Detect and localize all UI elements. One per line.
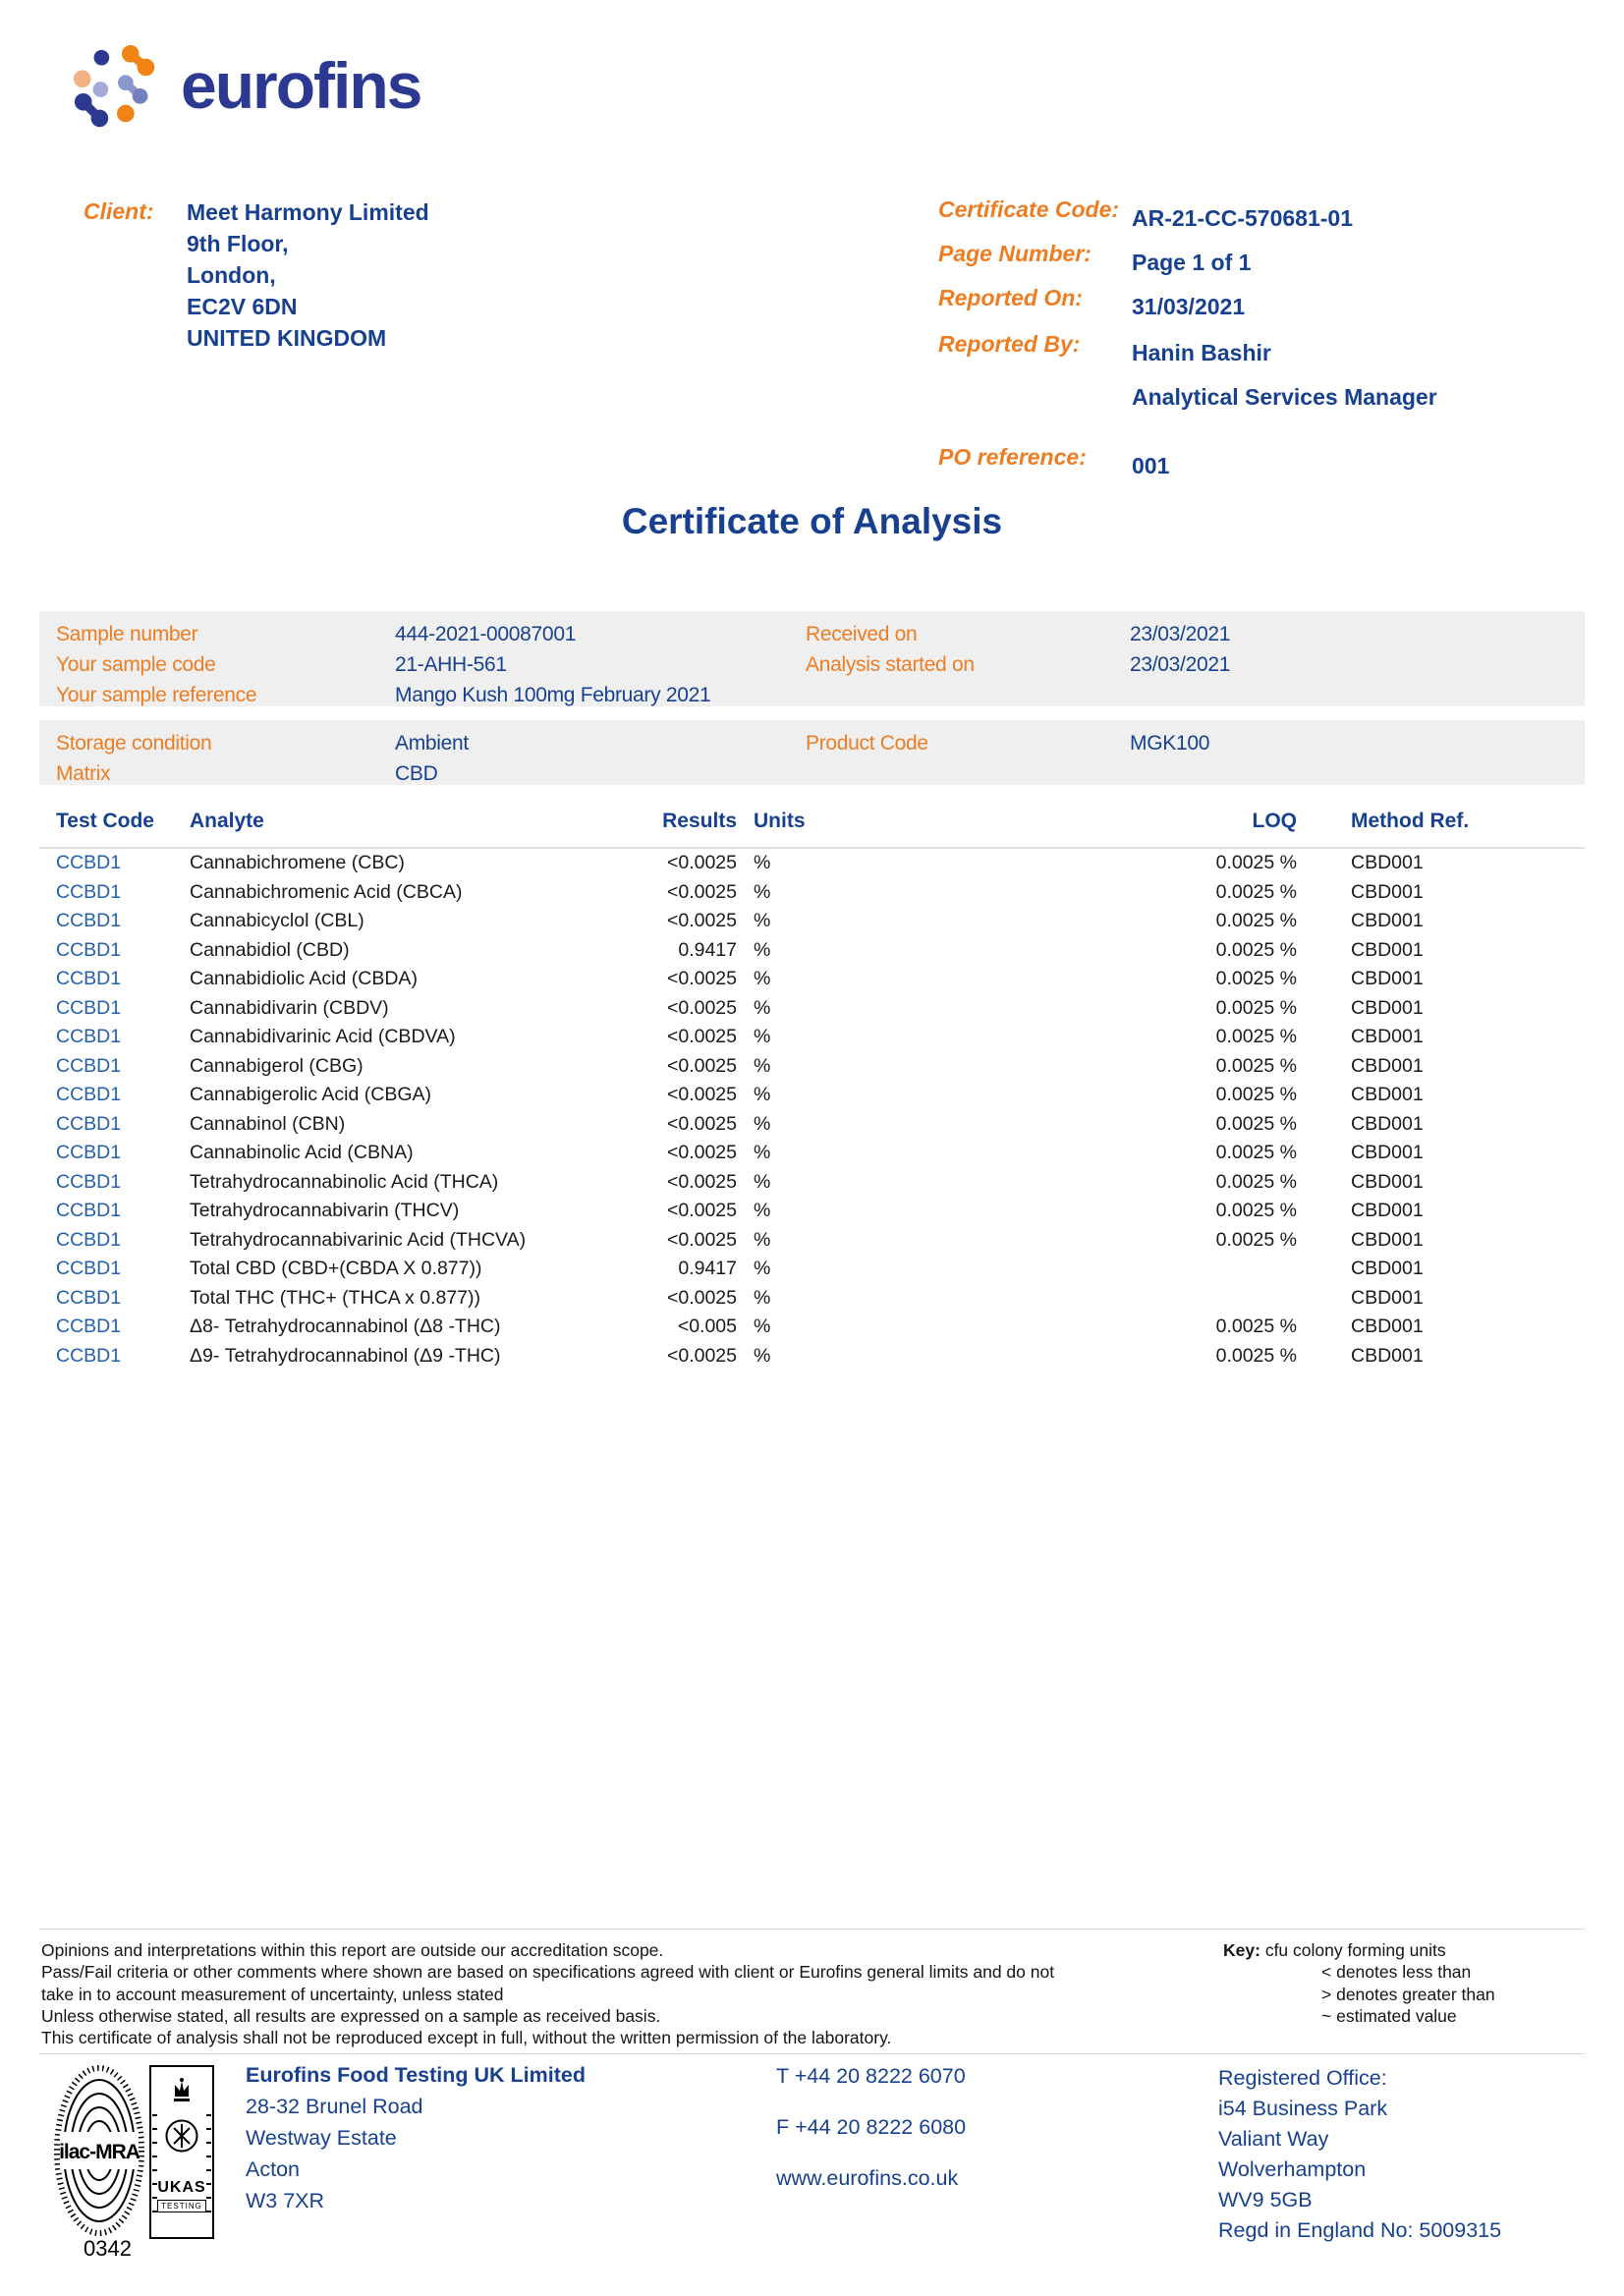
table-row	[39, 1255, 1585, 1284]
result-cell: <0.0025	[666, 1286, 737, 1309]
footer-registered-line: Wolverhampton	[1218, 2157, 1367, 2181]
method-cell: CBD001	[1351, 910, 1424, 931]
client-address-line: UNITED KINGDOM	[187, 325, 387, 351]
footer-address-line: Westway Estate	[246, 2126, 397, 2150]
analyte-cell: Cannabigerolic Acid (CBGA)	[190, 1084, 432, 1105]
units-cell: %	[754, 1084, 771, 1105]
loq-cell: 0.0025 %	[1215, 1026, 1297, 1047]
method-cell: CBD001	[1351, 968, 1424, 989]
po-reference-label: PO reference:	[938, 444, 1087, 470]
test-code-cell: CCBD1	[56, 880, 122, 903]
result-cell: <0.0025	[666, 1084, 737, 1105]
client-label: Client:	[84, 198, 154, 224]
footer-registered-line: Regd in England No: 5009315	[1218, 2218, 1502, 2242]
divider-top	[39, 1929, 1585, 1930]
sample-dates-values	[1130, 619, 1230, 680]
storage-condition-label: Storage condition	[56, 732, 212, 755]
sample-number-value: 444-2021-00087001	[395, 623, 577, 645]
reported-by-name: Hanin Bashir	[1132, 340, 1271, 365]
test-code-cell: CCBD1	[56, 1258, 122, 1279]
test-code-cell: CCBD1	[56, 852, 122, 873]
method-cell: CBD001	[1351, 938, 1424, 961]
sample-reference-label: Your sample reference	[56, 684, 257, 706]
method-cell: CBD001	[1351, 1228, 1424, 1251]
method-cell: CBD001	[1351, 1112, 1424, 1135]
analysis-started-value: 23/03/2021	[1130, 653, 1231, 676]
analysis-started-label: Analysis started on	[806, 653, 975, 676]
page-number-label: Page Number:	[938, 241, 1092, 266]
test-code-cell: CCBD1	[56, 1170, 122, 1193]
units-cell: %	[754, 852, 771, 873]
ukas-sublabel: TESTING	[157, 2200, 206, 2212]
result-cell: <0.0025	[666, 1170, 737, 1193]
table-row	[39, 1197, 1585, 1226]
sample-info-values	[395, 619, 710, 710]
analyte-cell: Cannabichromenic Acid (CBCA)	[190, 880, 463, 903]
disclaimer-line: take in to account measurement of uncertainty, unless stated	[41, 1984, 504, 2004]
ukas-tick-left	[152, 2114, 157, 2222]
sample-info-labels	[56, 619, 256, 710]
product-code-value	[1130, 728, 1209, 758]
table-row	[39, 878, 1585, 908]
storage-values	[395, 728, 469, 789]
table-row	[39, 1023, 1585, 1052]
analyte-cell: Δ9- Tetrahydrocannabinol (Δ9 -THC)	[190, 1344, 501, 1367]
result-cell: <0.0025	[666, 852, 737, 873]
result-cell: <0.0025	[666, 1142, 737, 1163]
loq-cell: 0.0025 %	[1215, 996, 1297, 1019]
units-cell: %	[754, 1200, 771, 1221]
storage-condition-value: Ambient	[395, 732, 469, 755]
loq-cell	[914, 1284, 1297, 1314]
analyte-cell: Tetrahydrocannabinolic Acid (THCA)	[190, 1170, 499, 1193]
footer-company-block	[246, 2059, 586, 2216]
test-code-cell: CCBD1	[56, 1228, 122, 1251]
method-cell: CBD001	[1351, 1054, 1424, 1077]
key-entry-cfu: cfu colony forming units	[1264, 1940, 1446, 1960]
test-code-cell: CCBD1	[56, 996, 122, 1019]
loq-cell: 0.0025 %	[1215, 1316, 1297, 1337]
units-cell: %	[754, 1258, 771, 1279]
product-code-label-text: Product Code	[806, 732, 928, 755]
table-row	[39, 1168, 1585, 1198]
sample-code-value: 21-AHH-561	[395, 653, 507, 676]
sample-info-band	[39, 611, 1585, 706]
loq-cell	[914, 1255, 1297, 1284]
loq-cell: 0.0025 %	[1215, 1054, 1297, 1077]
product-code-value-text: MGK100	[1130, 732, 1210, 755]
analyte-cell: Δ8- Tetrahydrocannabinol (Δ8 -THC)	[190, 1316, 501, 1337]
eurofins-dots-icon	[71, 41, 167, 140]
footer-registered-line: Valiant Way	[1218, 2127, 1329, 2151]
key-label: Key:	[1223, 1940, 1260, 1960]
test-code-cell: CCBD1	[56, 968, 122, 989]
key-symbol-line: < denotes less than	[1321, 1962, 1472, 1983]
matrix-label: Matrix	[56, 762, 111, 785]
key-legend	[1223, 1939, 1495, 2027]
footer-company-address	[246, 2091, 586, 2216]
page-number-value: Page 1 of 1	[1132, 250, 1252, 275]
analyte-cell: Cannabidiol (CBD)	[190, 938, 350, 961]
analyte-cell: Cannabichromene (CBC)	[190, 852, 405, 873]
loq-cell: 0.0025 %	[1215, 938, 1297, 961]
loq-cell: 0.0025 %	[1215, 968, 1297, 989]
header-analyte: Analyte	[182, 802, 511, 848]
units-cell: %	[754, 1170, 771, 1193]
method-cell: CBD001	[1351, 1258, 1424, 1279]
units-cell: %	[754, 968, 771, 989]
loq-cell: 0.0025 %	[1215, 1112, 1297, 1135]
method-cell: CBD001	[1351, 1142, 1424, 1163]
storage-labels	[56, 728, 211, 789]
disclaimer-line: Unless otherwise stated, all results are expressed on a sample as received basis.	[41, 2005, 661, 2026]
po-reference-value: 001	[1132, 453, 1170, 478]
key-symbol-line: ~ estimated value	[1321, 2005, 1457, 2026]
method-cell: CBD001	[1351, 852, 1424, 873]
result-cell: <0.0025	[666, 880, 737, 903]
footer-phone-f: F +44 20 8222 6080	[776, 2115, 967, 2139]
units-cell: %	[754, 1142, 771, 1163]
table-row	[39, 907, 1585, 936]
analyte-cell: Cannabidiolic Acid (CBDA)	[190, 968, 418, 989]
client-address-line: Meet Harmony Limited	[187, 199, 429, 225]
table-row	[39, 1226, 1585, 1256]
matrix-value: CBD	[395, 762, 438, 785]
received-on-value: 23/03/2021	[1130, 623, 1231, 645]
method-cell: CBD001	[1351, 1170, 1424, 1193]
result-cell: <0.0025	[666, 1344, 737, 1367]
header-test-code: Test Code	[39, 802, 182, 848]
method-cell: CBD001	[1351, 1200, 1424, 1221]
header-loq: LOQ	[914, 802, 1297, 848]
table-row	[39, 1284, 1585, 1314]
footer-address-line: 28-32 Brunel Road	[246, 2095, 423, 2118]
result-cell: <0.0025	[666, 968, 737, 989]
reported-on-value: 31/03/2021	[1132, 294, 1246, 319]
test-code-cell: CCBD1	[56, 1286, 122, 1309]
analyte-cell: Cannabinol (CBN)	[190, 1112, 346, 1135]
ilac-mra-logo	[54, 2065, 144, 2237]
loq-cell: 0.0025 %	[1215, 1228, 1297, 1251]
reported-by-label: Reported By:	[938, 331, 1081, 357]
ukas-accreditation-number: 0342	[84, 2236, 132, 2261]
footer-registered-block	[1218, 2063, 1501, 2246]
result-cell: <0.0025	[666, 1228, 737, 1251]
analyte-cell: Cannabinolic Acid (CBNA)	[190, 1142, 414, 1163]
test-code-cell: CCBD1	[56, 1112, 122, 1135]
certificate-code-label: Certificate Code:	[938, 196, 1120, 222]
units-cell: %	[754, 880, 771, 903]
units-cell: %	[754, 996, 771, 1019]
test-code-cell: CCBD1	[56, 910, 122, 931]
table-row	[39, 1313, 1585, 1342]
result-cell: <0.0025	[666, 1054, 737, 1077]
reported-on-label: Reported On:	[938, 285, 1083, 310]
client-address-line: London,	[187, 262, 276, 288]
analyte-cell: Cannabidivarinic Acid (CBDVA)	[190, 1026, 456, 1047]
header-method: Method Ref.	[1297, 802, 1585, 848]
table-row	[39, 965, 1585, 994]
test-code-cell: CCBD1	[56, 1344, 122, 1367]
loq-cell: 0.0025 %	[1215, 880, 1297, 903]
table-row	[39, 1110, 1585, 1140]
ukas-label: UKAS	[157, 2179, 206, 2196]
footer-website: www.eurofins.co.uk	[776, 2166, 959, 2190]
test-code-cell: CCBD1	[56, 1200, 122, 1221]
ukas-testing-logo	[149, 2065, 214, 2239]
test-code-cell: CCBD1	[56, 1084, 122, 1105]
table-row	[39, 1139, 1585, 1168]
footer-address-line: Acton	[246, 2157, 300, 2181]
results-table	[39, 802, 1585, 1371]
sample-code-label: Your sample code	[56, 653, 216, 676]
loq-cell: 0.0025 %	[1215, 1142, 1297, 1163]
table-row	[39, 1342, 1585, 1372]
method-cell: CBD001	[1351, 1084, 1424, 1105]
result-cell: <0.0025	[666, 1112, 737, 1135]
analyte-cell: Total CBD (CBD+(CBDA X 0.877))	[190, 1258, 482, 1279]
table-row	[39, 1052, 1585, 1082]
logo-wordmark: eurofins	[181, 49, 421, 122]
loq-cell: 0.0025 %	[1215, 910, 1297, 931]
loq-cell: 0.0025 %	[1215, 1200, 1297, 1221]
storage-info-band	[39, 720, 1585, 785]
result-cell: 0.9417	[678, 938, 737, 961]
key-symbol-line: > denotes greater than	[1321, 1984, 1495, 2004]
units-cell: %	[754, 1286, 771, 1309]
footer-registered-line: i54 Business Park	[1218, 2097, 1388, 2120]
units-cell: %	[754, 1228, 771, 1251]
client-address-line: EC2V 6DN	[187, 294, 298, 319]
footer-phone-t: T +44 20 8222 6070	[776, 2064, 966, 2088]
sample-number-label: Sample number	[56, 623, 198, 645]
ukas-tick-right	[206, 2114, 211, 2222]
disclaimer-line: Pass/Fail criteria or other comments where shown are based on specifications agreed with client or Eurofins general limits and do not	[41, 1962, 1055, 1983]
client-address-line: 9th Floor,	[187, 231, 289, 256]
method-cell: CBD001	[1351, 880, 1424, 903]
disclaimer-line: Opinions and interpretations within this report are outside our accreditation scope.	[41, 1940, 664, 1960]
footer-address-line: W3 7XR	[246, 2189, 325, 2212]
key-symbol-entries	[1321, 1961, 1495, 2027]
method-cell: CBD001	[1351, 1286, 1424, 1309]
method-cell: CBD001	[1351, 996, 1424, 1019]
result-cell: <0.0025	[666, 1026, 737, 1047]
eurofins-logo	[71, 41, 420, 140]
loq-cell: 0.0025 %	[1215, 1170, 1297, 1193]
method-cell: CBD001	[1351, 1026, 1424, 1047]
analyte-cell: Tetrahydrocannabivarin (THCV)	[190, 1200, 460, 1221]
results-table-body	[39, 848, 1585, 1371]
certificate-code-value: AR-21-CC-570681-01	[1132, 205, 1353, 231]
units-cell: %	[754, 1112, 771, 1135]
units-cell: %	[754, 938, 771, 961]
sample-reference-value: Mango Kush 100mg February 2021	[395, 684, 711, 706]
units-cell: %	[754, 1344, 771, 1367]
client-address	[187, 196, 429, 354]
analyte-cell: Cannabidivarin (CBDV)	[190, 996, 389, 1019]
ukas-crown-icon	[165, 2075, 198, 2169]
units-cell: %	[754, 1026, 771, 1047]
test-code-cell: CCBD1	[56, 1316, 122, 1337]
product-code-label	[806, 728, 928, 758]
header-units: Units	[742, 802, 914, 848]
loq-cell: 0.0025 %	[1215, 1344, 1297, 1367]
units-cell: %	[754, 1316, 771, 1337]
footer-contact-block	[776, 2063, 966, 2216]
disclaimer-text	[41, 1939, 1054, 2048]
test-code-cell: CCBD1	[56, 938, 122, 961]
disclaimer-line: This certificate of analysis shall not be reproduced except in full, without the written permission of the laboratory.	[41, 2028, 892, 2048]
test-code-cell: CCBD1	[56, 1054, 122, 1077]
svg-text:ilac-MRA: ilac-MRA	[59, 2141, 140, 2163]
units-cell: %	[754, 910, 771, 931]
divider-bottom	[39, 2053, 1585, 2054]
reported-by-title: Analytical Services Manager	[1132, 384, 1437, 410]
page-title: Certificate of Analysis	[621, 501, 1003, 541]
table-row	[39, 936, 1585, 966]
analyte-cell: Cannabigerol (CBG)	[190, 1054, 364, 1077]
footer-company-name: Eurofins Food Testing UK Limited	[246, 2063, 586, 2087]
analyte-cell: Cannabicyclol (CBL)	[190, 910, 364, 931]
test-code-cell: CCBD1	[56, 1142, 122, 1163]
loq-cell: 0.0025 %	[1215, 1084, 1297, 1105]
result-cell: <0.005	[677, 1316, 737, 1337]
result-cell: 0.9417	[678, 1258, 737, 1279]
table-row	[39, 994, 1585, 1024]
table-row	[39, 848, 1585, 878]
test-code-cell: CCBD1	[56, 1026, 122, 1047]
analyte-cell: Tetrahydrocannabivarinic Acid (THCVA)	[190, 1228, 527, 1251]
units-cell: %	[754, 1054, 771, 1077]
analyte-cell: Total THC (THC+ (THCA x 0.877))	[190, 1286, 480, 1309]
result-cell: <0.0025	[666, 1200, 737, 1221]
footer-registered-line: Registered Office:	[1218, 2066, 1387, 2090]
result-cell: <0.0025	[666, 910, 737, 931]
footer-registered-line: WV9 5GB	[1218, 2188, 1313, 2212]
results-table-header-row	[39, 802, 1585, 848]
sample-dates-labels	[806, 619, 975, 680]
result-cell: <0.0025	[666, 996, 737, 1019]
table-row	[39, 1081, 1585, 1110]
method-cell: CBD001	[1351, 1316, 1424, 1337]
method-cell: CBD001	[1351, 1344, 1424, 1367]
loq-cell: 0.0025 %	[1215, 852, 1297, 873]
header-results: Results	[511, 802, 742, 848]
received-on-label: Received on	[806, 623, 918, 645]
